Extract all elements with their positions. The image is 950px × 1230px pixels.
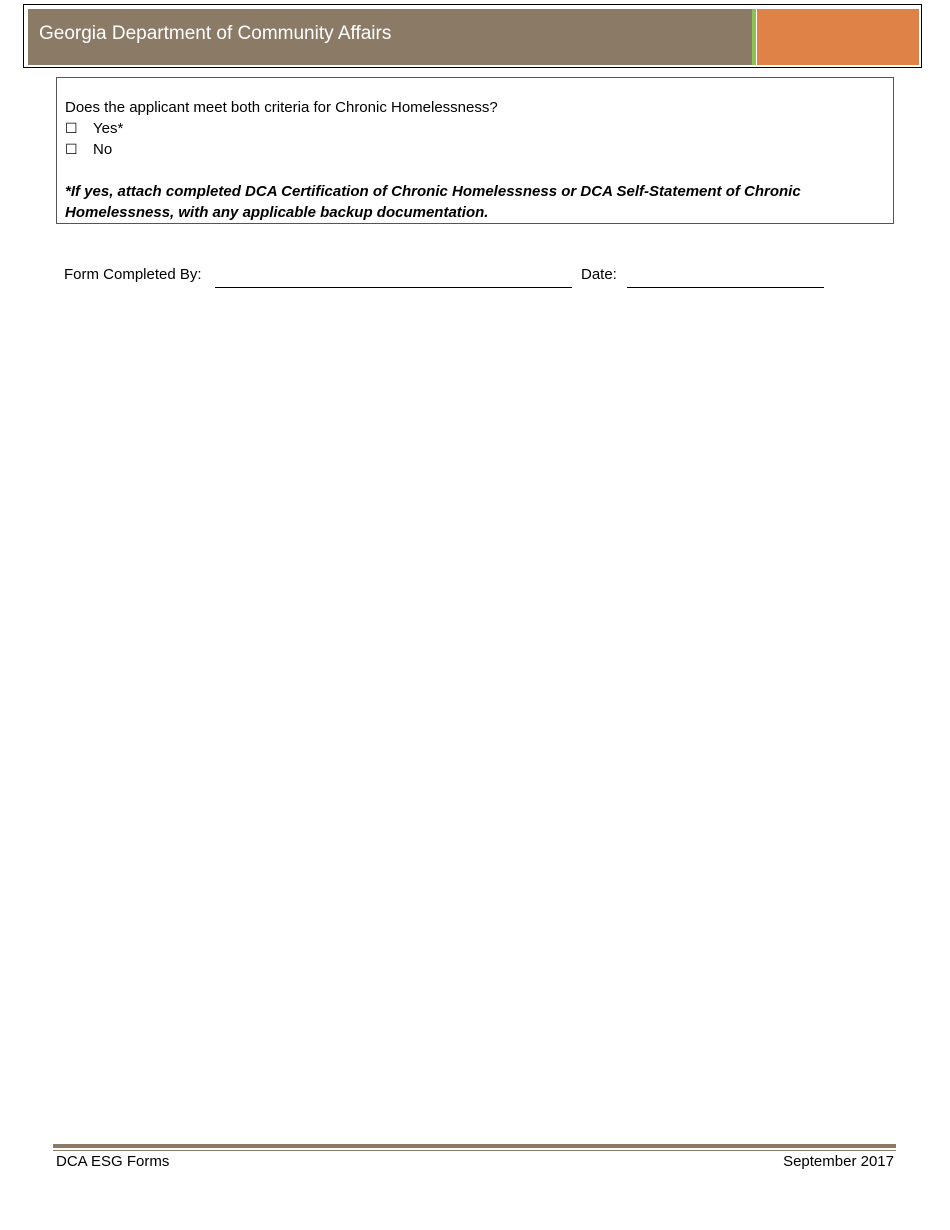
date-label: Date: bbox=[581, 266, 617, 283]
page-title: Georgia Department of Community Affairs bbox=[39, 23, 392, 44]
footer-left-text: DCA ESG Forms bbox=[56, 1153, 170, 1170]
completed-by-line[interactable] bbox=[215, 287, 572, 288]
option-no[interactable] bbox=[65, 141, 112, 158]
header-bar bbox=[28, 9, 753, 65]
option-yes-label: Yes* bbox=[93, 120, 124, 137]
footer-right-text: September 2017 bbox=[783, 1153, 894, 1170]
option-no-label: No bbox=[93, 141, 113, 158]
header-accent-orange bbox=[757, 9, 919, 65]
checkbox-icon[interactable]: ☐ bbox=[65, 141, 78, 157]
completed-by-label: Form Completed By: bbox=[64, 266, 202, 283]
instruction-note: *If yes, attach completed DCA Certification of Chronic Homelessness or DCA Self-Statement of Chronic Homelessness, with any applicable backup documentation. bbox=[65, 183, 801, 221]
header-accent-green bbox=[752, 9, 756, 65]
checkbox-icon[interactable]: ☐ bbox=[65, 120, 78, 136]
footer-rule bbox=[53, 1144, 896, 1148]
question-text: Does the applicant meet both criteria for Chronic Homelessness? bbox=[65, 99, 498, 116]
question-box bbox=[56, 77, 894, 224]
date-line[interactable] bbox=[627, 287, 824, 288]
option-yes[interactable] bbox=[65, 120, 123, 137]
footer-rule-thin bbox=[53, 1150, 896, 1151]
